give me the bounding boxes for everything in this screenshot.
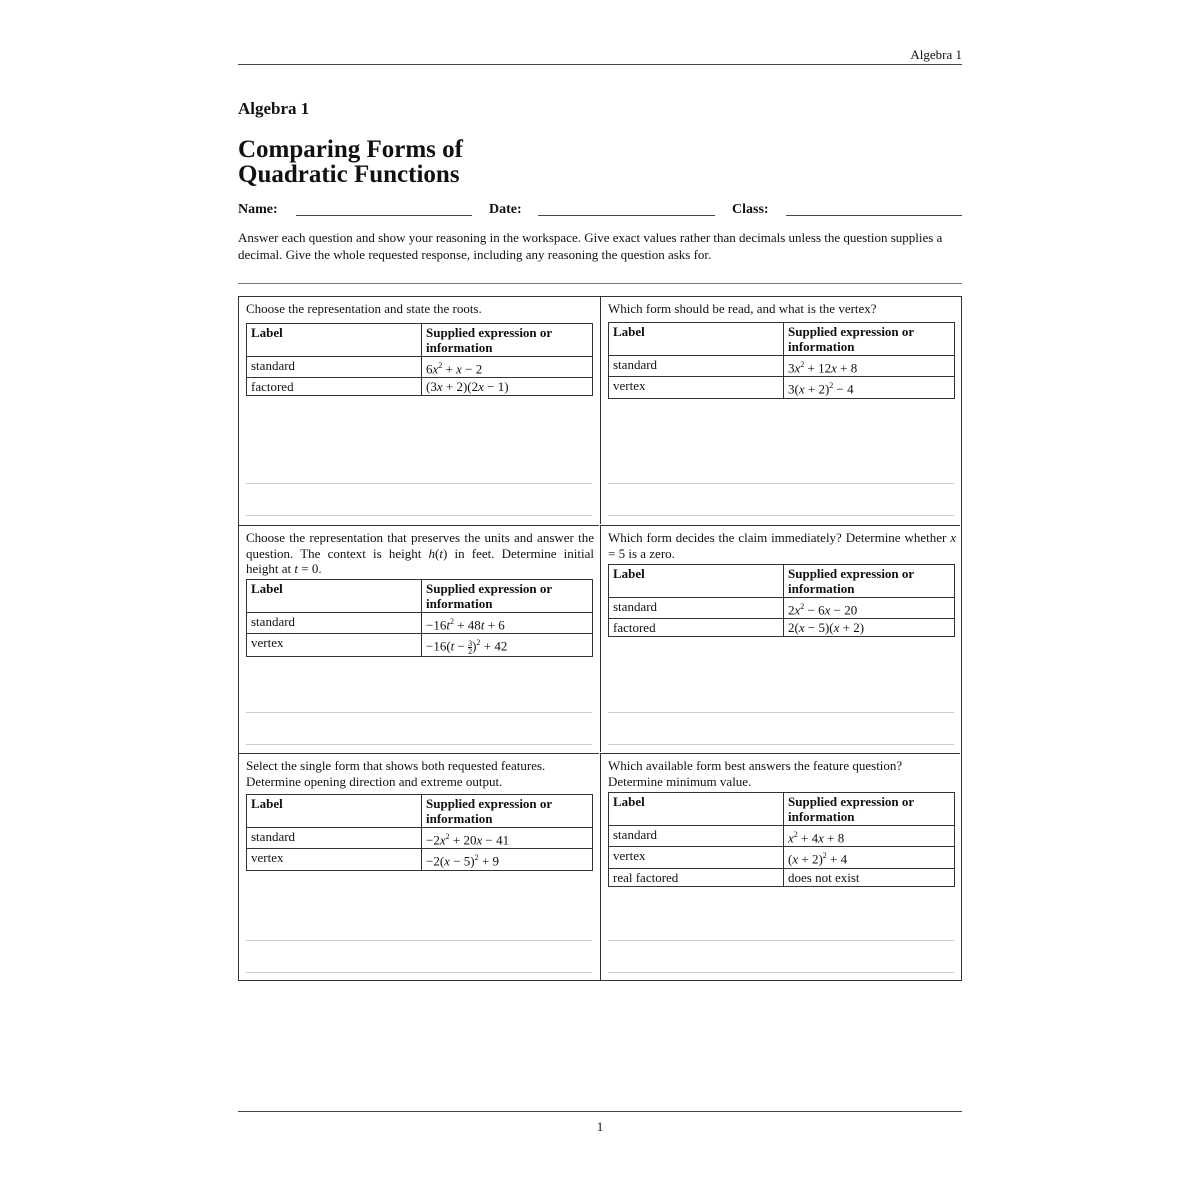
row-value: $-2x^2 + 20x - 41$ [422,828,593,849]
label-header: Label [609,323,784,356]
question-cell [239,297,599,524]
row-label: standard [609,826,784,847]
info-table [246,579,593,657]
row-label: vertex [609,377,784,398]
answer-line[interactable] [608,940,954,941]
question-cell [600,297,960,524]
date-label: Date: [489,202,522,217]
info-header: Supplied expression or information [422,324,593,357]
row-label: standard [247,357,422,378]
page-title: Comparing Forms of Quadratic Functions [238,136,463,188]
footer-rule [238,1111,962,1112]
row-label: standard [247,613,422,634]
info-header: Supplied expression or information [784,565,955,598]
answer-line[interactable] [246,940,592,941]
row-label: vertex [609,847,784,868]
question-cell [600,753,960,980]
row-value: does not exist [784,868,955,886]
instructions-rule [238,283,962,284]
row-value: $-16t^2 + 48t + 6$ [422,613,593,634]
page-number: 1 [596,1119,604,1134]
question-prompt: Choose the representation that preserves the units and answer the question. The context is height h(t) in feet. Determine initial height at t = 0. [246,530,594,576]
row-value: (3x + 2)(2x − 1) [422,378,593,396]
info-table [246,794,593,871]
row-label: real factored [609,868,784,886]
row-label: vertex [247,634,422,657]
row-value: −16(t − $\frac{3}{2}$ )$^2$ + 42 [422,634,593,657]
running-head: Algebra 1 [910,47,962,62]
question-cell [239,525,599,752]
info-header: Supplied expression or information [422,795,593,828]
worksheet-page [238,0,962,1200]
question-cell [600,525,960,752]
student-info-fields [238,202,962,222]
header-rule [238,64,962,65]
question-grid [238,296,962,981]
info-header: Supplied expression or information [784,793,955,826]
label-header: Label [247,795,422,828]
row-value: $2x^2 - 6x - 20$ [784,598,955,619]
answer-line[interactable] [246,483,592,484]
info-header: Supplied expression or information [784,323,955,356]
row-label: standard [609,356,784,377]
question-prompt: Which form decides the claim immediately? Determine whether x = 5 is a zero. [608,530,956,561]
answer-line[interactable] [246,972,592,973]
info-table [246,323,593,396]
info-table [608,792,955,887]
answer-line[interactable] [608,483,954,484]
row-value: $-2(x - 5)^2 + 9$ [422,849,593,870]
class-label: Class: [732,202,769,217]
answer-line[interactable] [608,972,954,973]
info-table [608,322,955,399]
answer-line[interactable] [246,515,592,516]
row-label: factored [609,619,784,637]
label-header: Label [247,324,422,357]
row-value: $6x^2 + x - 2$ [422,357,593,378]
info-header: Supplied expression or information [422,580,593,613]
row-label: vertex [247,849,422,870]
name-blank[interactable] [296,215,472,216]
answer-line[interactable] [608,712,954,713]
row-label: standard [609,598,784,619]
row-value: $3x^2 + 12x + 8$ [784,356,955,377]
row-label: factored [247,378,422,396]
label-header: Label [609,793,784,826]
row-value: $x^2 + 4x + 8$ [784,826,955,847]
answer-line[interactable] [246,744,592,745]
answer-line[interactable] [608,515,954,516]
row-value: $3(x + 2)^2 - 4$ [784,377,955,398]
label-header: Label [609,565,784,598]
class-blank[interactable] [786,215,962,216]
question-prompt: Select the single form that shows both requested features. Determine opening direction and extreme output. [246,758,546,789]
name-label: Name: [238,202,278,217]
question-cell [239,753,599,980]
question-prompt: Which available form best answers the feature question? Determine minimum value. [608,758,903,789]
label-header: Label [247,580,422,613]
row-label: standard [247,828,422,849]
answer-line[interactable] [246,712,592,713]
answer-line[interactable] [608,744,954,745]
instructions: Answer each question and show your reasoning in the workspace. Give exact values rather than decimals unless the question supplies a decimal. Give the whole requested response, including any reasoning the question asks for. [238,230,943,262]
row-value: 2(x − 5)(x + 2) [784,619,955,637]
question-prompt: Choose the representation and state the roots. [246,301,482,316]
row-value: $(x + 2)^2 + 4$ [784,847,955,868]
question-prompt: Which form should be read, and what is the vertex? [608,301,877,316]
info-table [608,564,955,637]
course-heading: Algebra 1 [238,99,310,118]
date-blank[interactable] [538,215,715,216]
